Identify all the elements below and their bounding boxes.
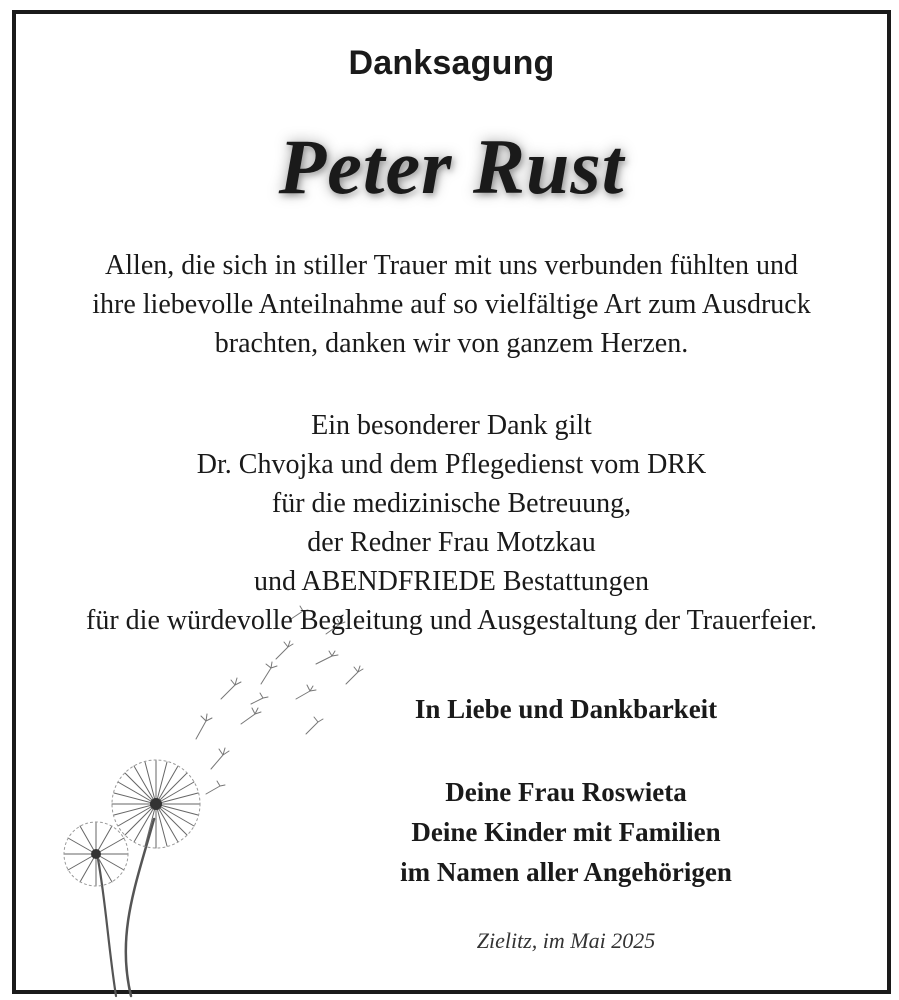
deceased-name: Peter Rust xyxy=(278,123,625,210)
special-thanks xyxy=(36,406,867,640)
special-thanks-line: für die würdevolle Begleitung und Ausgestaltung der Trauerfeier. xyxy=(86,605,817,636)
thanks-message xyxy=(36,246,867,363)
signatory-line: Deine Frau Roswieta xyxy=(445,777,687,807)
notice-heading: Danksagung xyxy=(348,44,555,82)
signatory-line: Deine Kinder mit Familien xyxy=(411,817,721,847)
special-thanks-line: für die medizinische Betreuung, xyxy=(271,488,632,519)
message-line: brachten, danken wir von ganzem Herzen. xyxy=(214,328,689,359)
special-thanks-line: und ABENDFRIEDE Bestattungen xyxy=(253,566,650,597)
special-thanks-line: der Redner Frau Motzkau xyxy=(307,527,596,558)
message-line: Allen, die sich in stiller Trauer mit uns verbunden fühlten und xyxy=(105,250,798,281)
notice-frame xyxy=(12,10,891,994)
closing-greeting: In Liebe und Dankbarkeit xyxy=(414,694,718,724)
message-line: ihre liebevolle Anteilnahme auf so vielfältige Art zum Ausdruck xyxy=(92,289,811,320)
place-date: Zielitz, im Mai 2025 xyxy=(476,928,656,953)
special-thanks-line: Dr. Chvojka und dem Pflegedienst vom DRK xyxy=(196,449,707,480)
dandelion-icon xyxy=(46,604,386,999)
signatory-line: im Namen aller Angehörigen xyxy=(400,857,732,887)
signatories xyxy=(346,772,786,892)
special-thanks-line: Ein besonderer Dank gilt xyxy=(311,410,592,441)
